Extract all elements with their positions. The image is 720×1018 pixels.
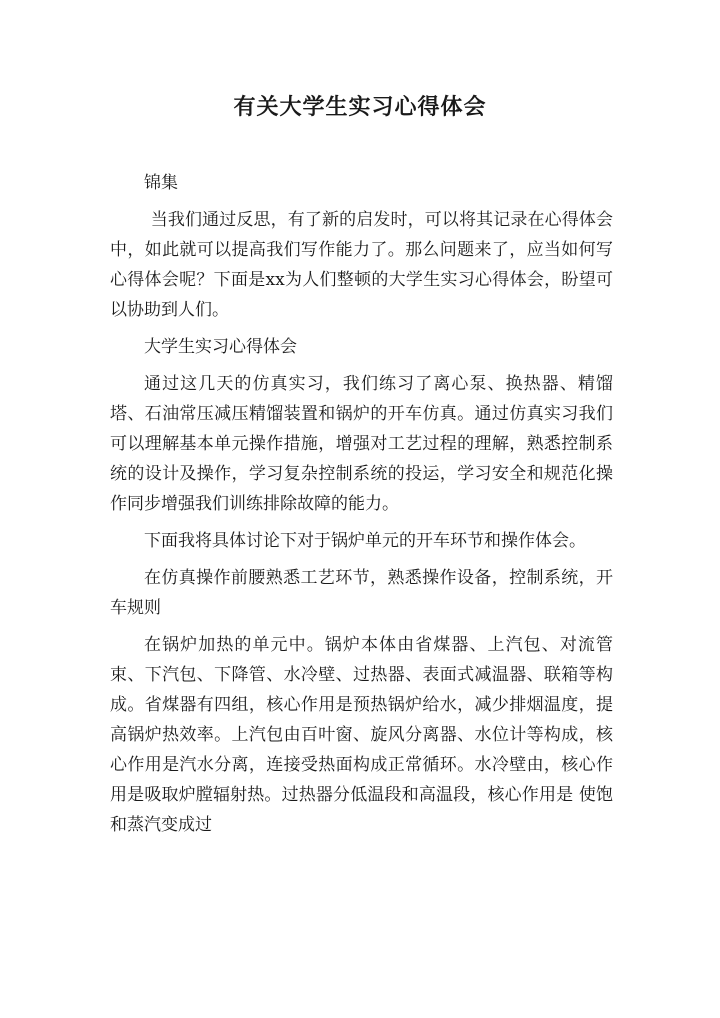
paragraph-collection-note: 锦集	[144, 173, 178, 193]
paragraph-overview: 通过这几天的仿真实习，我们练习了离心泵、换热器、精馏塔、石油常压减压精馏装置和锅炉的开车仿真。通过仿真实习我们可以理解基本单元操作措施，增强对工艺过程的理解，熟悉控制系统的设计及操作，学习复杂控制系统的投运，学习安全和规范化操作同步增强我们训练排除故障的能力。	[110, 374, 613, 514]
paragraph-boiler-intro: 下面我将具体讨论下对于锅炉单元的开车环节和操作体会。	[144, 531, 586, 551]
document-title: 有关大学生实习心得体会	[233, 94, 487, 120]
paragraph-intro: 当我们通过反思，有了新的启发时，可以将其记录在心得体会中，如此就可以提高我们写作能力了。那么问题来了，应当如何写心得体会呢？下面是xx为人们整顿的大学生实习心得体会，盼望可以协助到人们。	[110, 210, 613, 320]
paragraph-preparation: 在仿真操作前腰熟悉工艺环节，熟悉操作设备，控制系统，开车规则	[110, 568, 613, 618]
paragraph-boiler-structure: 在锅炉加热的单元中。锅炉本体由省煤器、上汽包、对流管束、下汽包、下降管、水冷壁、过热器、表面式减温器、联箱等构成。省煤器有四组，核心作用是预热锅炉给水，减少排烟温度，提高锅炉热效率。上汽包由百叶窗、旋风分离器、水位计等构成，核心作用是汽水分离，连接受热面构成正常循环。水冷壁由，核心作用是吸取炉膛辐射热。过热器分低温段和高温段，核心作用是 使饱和蒸汽变成过	[110, 635, 613, 835]
section-heading: 大学生实习心得体会	[144, 337, 297, 357]
document-body	[110, 168, 613, 847]
